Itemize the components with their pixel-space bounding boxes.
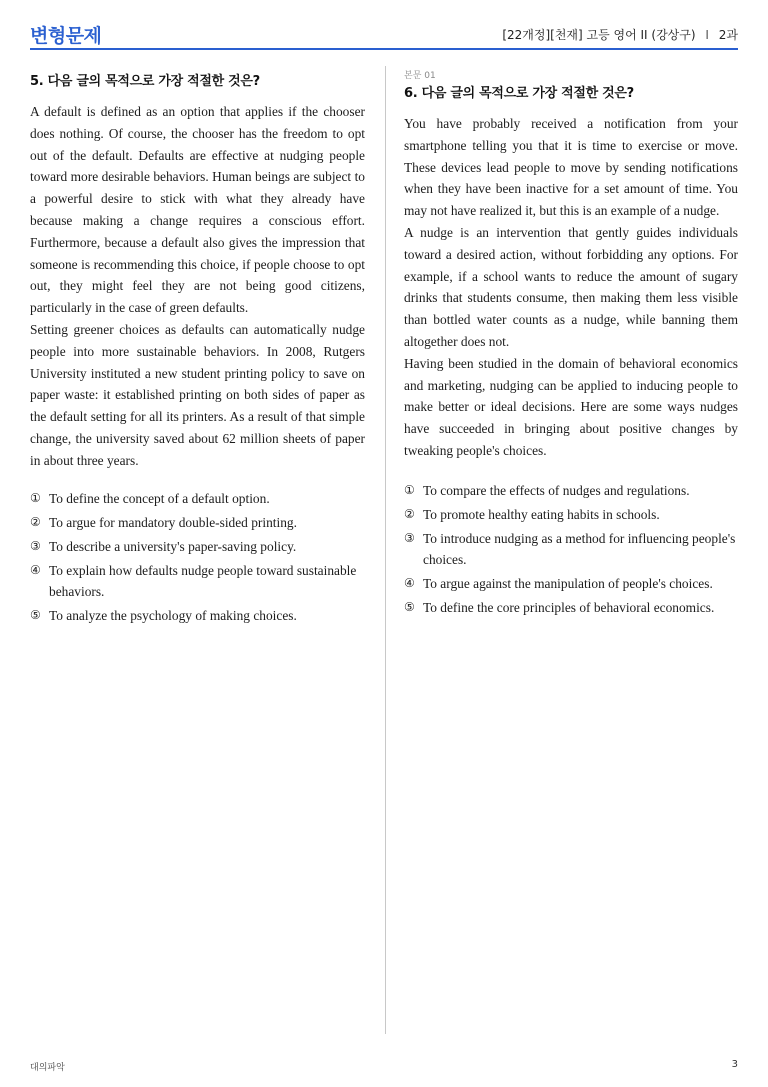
option-text: To define the concept of a default option.: [49, 490, 270, 506]
question-6-options: [404, 480, 738, 618]
option-number: ④: [404, 575, 415, 590]
option-1[interactable]: [30, 488, 365, 509]
option-text: To explain how defaults nudge people toward sustainable behaviors.: [49, 562, 357, 599]
option-text: To describe a university's paper-saving policy.: [49, 538, 297, 554]
lesson-label: 2과: [718, 28, 738, 42]
question-6-block: [404, 68, 738, 621]
question-6-passage: [404, 113, 738, 462]
passage-paragraph: Having been studied in the domain of behavioral economics and marketing, nudging can be applied to inducing people to make better or ideal decisions. Here are some ways nudges have succeeded in bringing about positive changes by tweaking people's choices.: [404, 355, 738, 458]
option-number: ⑤: [404, 599, 415, 614]
column-divider: [385, 66, 386, 1034]
option-2[interactable]: [30, 512, 365, 533]
option-number: ③: [404, 530, 415, 545]
option-text: To argue for mandatory double-sided printing.: [49, 514, 297, 530]
question-5-title: 5. 다음 글의 목적으로 가장 적절한 것은?: [30, 74, 260, 89]
question-5-block: [30, 68, 365, 629]
option-text: To compare the effects of nudges and regulations.: [423, 482, 690, 498]
question-6-title: 6. 다음 글의 목적으로 가장 적절한 것은?: [404, 86, 634, 101]
option-number: ①: [404, 482, 415, 497]
option-number: ②: [404, 506, 415, 521]
option-5[interactable]: [30, 605, 365, 626]
passage-paragraph: You have probably received a notification from your smartphone telling you that it is time to exercise or move. These devices lead people to move by sending notifications when they have been inactive for a set amount of time. You may not have realized it, but this is an example of a nudge.: [404, 116, 738, 219]
passage-label: 본문 01: [404, 71, 436, 81]
option-text: To introduce nudging as a method for influencing people's choices.: [423, 530, 736, 567]
option-number: ④: [30, 562, 41, 577]
header-rule: [30, 48, 738, 50]
option-number: ⑤: [30, 607, 41, 622]
option-4[interactable]: [30, 560, 365, 602]
passage-paragraph: A default is defined as an option that applies if the chooser does nothing. Of course, the chooser has the freedom to opt out of the default. Defaults are effective at nudging people toward more desirable behaviors. Human beings are subject to a powerful desire to stick with what they already have because making a change requires a conscious effort. Furthermore, because a default also gives the impression that someone is recommending this choice, if people choose to opt out, they might feel they are not being good citizens, particularly in the case of green defaults.: [30, 104, 365, 316]
question-5-passage: [30, 101, 365, 472]
page-number: 3: [731, 1059, 738, 1070]
option-1[interactable]: [404, 480, 738, 501]
option-number: ③: [30, 538, 41, 553]
header-meta: [502, 26, 738, 43]
passage-paragraph: Setting greener choices as defaults can automatically nudge people into more sustainable behaviors. In 2008, Rutgers University instituted a new student printing policy to save on paper waste: it established printing on both sides of paper as the default setting for all its printers. As a result of that simple change, the university saved about 62 million sheets of paper in about three years.: [30, 321, 365, 468]
option-2[interactable]: [404, 504, 738, 525]
question-5-options: [30, 488, 365, 626]
option-text: To argue against the manipulation of people's choices.: [423, 575, 713, 591]
option-number: ①: [30, 490, 41, 505]
option-4[interactable]: [404, 573, 738, 594]
option-number: ②: [30, 514, 41, 529]
option-5[interactable]: [404, 597, 738, 618]
option-text: To promote healthy eating habits in schools.: [423, 506, 660, 522]
option-text: To define the core principles of behavioral economics.: [423, 599, 715, 615]
source-label: [22개정][천재] 고등 영어 II (강상구): [502, 28, 696, 42]
option-3[interactable]: [30, 536, 365, 557]
header-separator: I: [705, 28, 709, 42]
option-text: To analyze the psychology of making choices.: [49, 607, 297, 623]
option-3[interactable]: [404, 528, 738, 570]
passage-paragraph: A nudge is an intervention that gently guides individuals toward a desired action, without forbidding any options. For example, if a school wants to reduce the amount of sugary drinks that students consume, then making them less visible than bottled water counts as a nudge, while banning them altogether does not.: [404, 224, 738, 349]
footer-brand: 대의파악: [30, 1063, 65, 1073]
page-title: 변형문제: [30, 25, 102, 47]
